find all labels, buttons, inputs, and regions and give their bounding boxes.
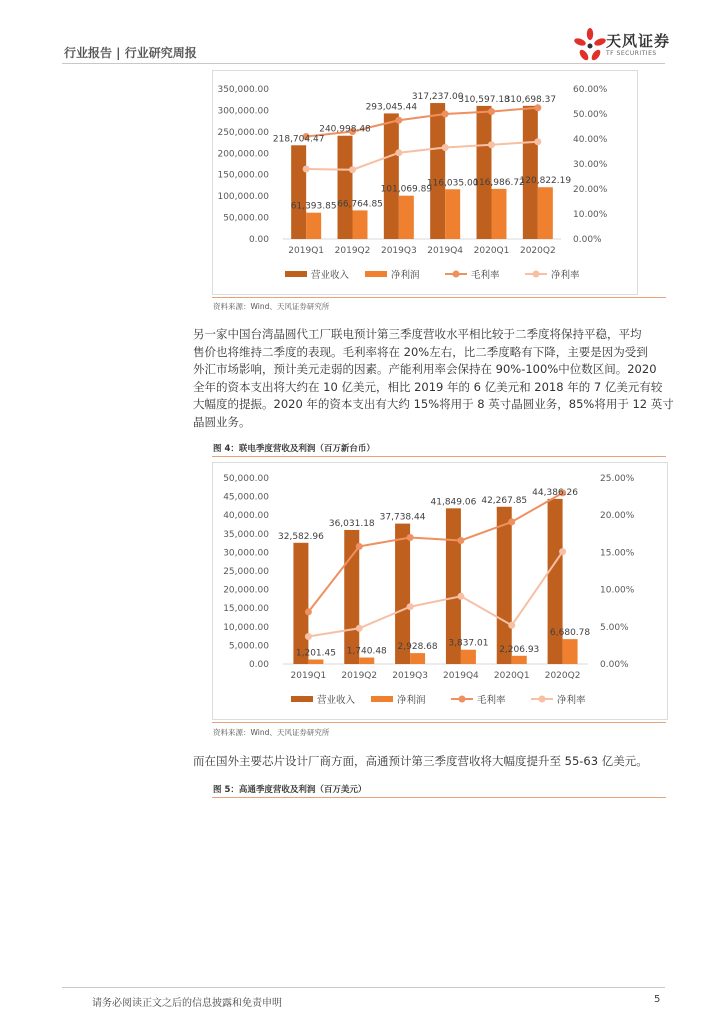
net-margin-legend-marker — [539, 696, 546, 703]
net-margin-point — [395, 149, 402, 156]
net-margin-point — [305, 633, 312, 640]
revenue-bar — [548, 499, 563, 664]
y-axis-left-tick-label: 250,000.00 — [217, 127, 269, 138]
y-axis-left-tick-label: 15,000.00 — [223, 604, 269, 615]
paragraph-line: 外汇市场影响，预计美元走弱的因素。产能利用率会保持在 90%-100%中位数区间。2020 — [193, 362, 657, 377]
net-margin-point — [559, 548, 566, 555]
footer-divider — [62, 987, 665, 988]
chart-2-source-divider — [212, 722, 666, 723]
net-profit-legend-swatch — [365, 271, 387, 277]
net-profit-bar — [308, 660, 323, 664]
net-profit-data-label: 1,201.45 — [295, 648, 336, 659]
revenue-data-label: 32,582.96 — [278, 531, 324, 542]
net-profit-legend-label: 净利润 — [391, 270, 420, 281]
revenue-data-label: 41,849.06 — [430, 497, 477, 508]
y-axis-left-tick-label: 150,000.00 — [217, 170, 269, 181]
paragraph-line: 另一家中国台湾晶圆代工厂联电预计第三季度营收水平相比较于二季度将保持平稳，平均 — [193, 327, 642, 341]
y-axis-left-tick-label: 35,000.00 — [223, 529, 269, 540]
revenue-legend-label: 营业收入 — [311, 270, 350, 281]
net-profit-data-label: 6,680.78 — [550, 628, 591, 639]
net-margin-point — [534, 138, 541, 145]
net-profit-bar — [563, 639, 578, 664]
y-axis-left-tick-label: 20,000.00 — [223, 585, 269, 596]
gross-margin-legend-label: 毛利率 — [477, 695, 506, 706]
net-profit-bar — [410, 653, 425, 664]
y-axis-left-tick-label: 25,000.00 — [223, 567, 269, 577]
revenue-bar — [291, 145, 306, 239]
y-axis-right-tick-label: 10.00% — [573, 210, 608, 220]
y-axis-right-tick-label: 60.00% — [573, 85, 608, 95]
body-paragraph-1 — [193, 326, 674, 432]
revenue-data-label: 310,597.18 — [458, 94, 510, 105]
y-axis-left-tick-label: 5,000.00 — [228, 641, 269, 652]
revenue-bar — [497, 507, 512, 664]
x-axis-tick-label: 2020Q2 — [544, 671, 581, 681]
x-axis-tick-label: 2019Q4 — [427, 246, 464, 256]
gross-margin-point — [395, 117, 402, 124]
y-axis-left-tick-label: 50,000.00 — [223, 213, 269, 224]
y-axis-right-tick-label: 10.00% — [600, 585, 635, 596]
net-profit-data-label: 2,928.68 — [397, 642, 438, 653]
revenue-data-label: 240,998.48 — [319, 124, 371, 135]
x-axis-tick-label: 2019Q2 — [334, 246, 371, 256]
y-axis-right-tick-label: 40.00% — [573, 135, 608, 145]
net-margin-point — [457, 593, 464, 600]
revenue-data-label: 42,267.85 — [481, 495, 528, 506]
y-axis-left-tick-label: 40,000.00 — [223, 511, 269, 522]
chart-1-source: 资料来源：Wind、天风证券研究所 — [213, 302, 330, 311]
chart-1-svg — [213, 71, 637, 294]
net-profit-bar — [445, 189, 460, 239]
revenue-data-label: 44,386.26 — [532, 487, 578, 498]
gross-margin-point — [356, 543, 363, 550]
revenue-data-label: 36,031.18 — [328, 518, 375, 529]
gross-margin-point — [508, 518, 515, 525]
paragraph-line: 而在国外主要芯片设计厂商方面，高通预计第三季度营收将大幅度提升至 55-63 亿美元。 — [193, 754, 648, 768]
net-profit-legend-label: 净利润 — [397, 695, 426, 706]
net-profit-bar — [492, 189, 507, 239]
net-margin-legend-marker — [533, 271, 540, 278]
logo-text: 天风证券 — [606, 32, 671, 50]
net-profit-data-label: 61,393.85 — [290, 201, 337, 212]
y-axis-right-tick-label: 5.00% — [600, 622, 629, 633]
revenue-legend-swatch — [285, 271, 307, 277]
y-axis-left-tick-label: 300,000.00 — [217, 106, 269, 117]
x-axis-tick-label: 2020Q1 — [473, 246, 510, 256]
net-margin-legend-label: 净利率 — [551, 270, 580, 281]
x-axis-tick-label: 2019Q1 — [288, 246, 325, 256]
net-profit-data-label: 116,035.00 — [426, 178, 479, 189]
revenue-data-label: 317,237.00 — [411, 92, 464, 103]
chart-2-svg — [213, 463, 667, 719]
chart-2 — [212, 462, 668, 720]
y-axis-left-tick-label: 50,000.00 — [223, 474, 269, 484]
net-profit-bar — [461, 650, 476, 664]
net-profit-data-label: 1,740.48 — [346, 646, 387, 657]
figure-5-title: 图 5：高通季度营收及利润（百万美元） — [213, 785, 367, 795]
logo-subtext: TF SECURITIES — [606, 50, 657, 57]
x-axis-tick-label: 2020Q2 — [519, 246, 556, 256]
revenue-bar — [477, 106, 492, 239]
page-number: 5 — [654, 994, 661, 1005]
y-axis-right-tick-label: 20.00% — [573, 185, 608, 195]
net-profit-bar — [512, 656, 527, 664]
y-axis-right-tick-label: 0.00% — [600, 660, 629, 670]
net-profit-bar — [538, 187, 553, 239]
net-profit-data-label: 120,822.19 — [519, 176, 572, 187]
footer-disclaimer: 请务必阅读正文之后的信息披露和免责申明 — [92, 998, 282, 1009]
x-axis-tick-label: 2019Q4 — [443, 671, 479, 681]
gross-margin-legend-label: 毛利率 — [471, 270, 500, 281]
revenue-data-label: 37,738.44 — [379, 512, 426, 523]
revenue-bar — [523, 106, 538, 239]
gross-margin-point — [457, 537, 464, 544]
net-margin-legend-label: 净利率 — [557, 695, 586, 706]
y-axis-left-tick-label: 10,000.00 — [223, 622, 269, 633]
net-profit-data-label: 116,986.72 — [473, 177, 525, 188]
net-profit-data-label: 3,837.01 — [448, 638, 489, 649]
revenue-legend-label: 营业收入 — [317, 695, 356, 706]
x-axis-tick-label: 2019Q1 — [290, 671, 327, 681]
gross-margin-point — [442, 111, 449, 118]
y-axis-right-tick-label: 20.00% — [600, 511, 635, 522]
y-axis-left-tick-label: 45,000.00 — [223, 492, 269, 503]
x-axis-tick-label: 2019Q3 — [392, 671, 428, 681]
revenue-bar — [338, 136, 353, 239]
y-axis-left-tick-label: 100,000.00 — [217, 192, 269, 203]
x-axis-tick-label: 2019Q3 — [380, 246, 417, 256]
gross-margin-point — [534, 104, 541, 111]
net-profit-bar — [353, 210, 368, 239]
y-axis-right-tick-label: 15.00% — [600, 548, 635, 559]
figure-4-title-divider — [212, 456, 666, 457]
chart-1 — [212, 70, 638, 295]
net-margin-point — [303, 166, 310, 173]
figure-4-title: 图 4：联电季度营收及利润（百万新台币） — [213, 444, 375, 454]
net-margin-point — [349, 166, 356, 173]
x-axis-tick-label: 2020Q1 — [493, 671, 530, 681]
revenue-bar — [384, 113, 399, 239]
net-margin-point — [356, 625, 363, 632]
revenue-bar — [293, 543, 308, 664]
revenue-legend-swatch — [291, 696, 313, 702]
figure-5-title-divider — [212, 797, 666, 798]
y-axis-left-tick-label: 0.00 — [248, 235, 269, 245]
y-axis-left-tick-label: 30,000.00 — [223, 548, 269, 559]
revenue-bar — [430, 103, 445, 239]
gross-margin-legend-marker — [453, 271, 460, 278]
net-profit-legend-swatch — [371, 696, 393, 702]
y-axis-right-tick-label: 50.00% — [573, 110, 608, 120]
revenue-data-label: 218,704.47 — [272, 134, 325, 145]
y-axis-left-tick-label: 200,000.00 — [217, 149, 269, 160]
y-axis-right-tick-label: 30.00% — [573, 160, 608, 170]
paragraph-line: 全年的资本支出将大约在 10 亿美元，相比 2019 年的 6 亿美元和 2018 年的 7 亿美元有较 — [193, 379, 663, 394]
net-margin-point — [442, 144, 449, 151]
y-axis-left-tick-label: 350,000.00 — [217, 85, 269, 95]
paragraph-line: 售价也将维持二季度的表现。毛利率将在 20%左右，比二季度略有下降，主要是因为受到 — [193, 344, 648, 359]
gross-margin-legend-marker — [459, 696, 466, 703]
chart-2-source: 资料来源：Wind、天风证券研究所 — [213, 728, 330, 737]
gross-margin-point — [407, 534, 414, 541]
net-profit-bar — [399, 196, 414, 239]
net-margin-point — [407, 603, 414, 610]
revenue-data-label: 293,045.44 — [365, 102, 418, 113]
net-profit-data-label: 2,206.93 — [499, 644, 540, 655]
net-margin-point — [508, 622, 515, 629]
x-axis-tick-label: 2019Q2 — [341, 671, 378, 681]
paragraph-line: 大幅度的提振。2020 年的资本支出有大约 15%将用于 8 英寸晶圆业务，85%将用于 12 英寸 — [193, 397, 674, 412]
net-profit-data-label: 101,069.89 — [380, 184, 433, 195]
body-paragraph-2 — [193, 753, 667, 771]
chart-1-source-divider — [212, 297, 666, 298]
gross-margin-point — [305, 608, 312, 615]
report-category: 行业报告 | 行业研究周报 — [64, 46, 197, 60]
y-axis-right-tick-label: 0.00% — [573, 235, 602, 245]
revenue-data-label: 310,698.37 — [504, 94, 557, 105]
net-profit-bar — [306, 213, 321, 239]
y-axis-left-tick-label: 0.00 — [248, 660, 269, 670]
paragraph-line: 晶圆业务。 — [193, 414, 251, 429]
net-profit-bar — [359, 658, 374, 664]
net-profit-data-label: 66,764.85 — [337, 199, 383, 210]
net-margin-point — [488, 141, 495, 148]
y-axis-right-tick-label: 25.00% — [600, 474, 635, 484]
gross-margin-point — [488, 108, 495, 115]
